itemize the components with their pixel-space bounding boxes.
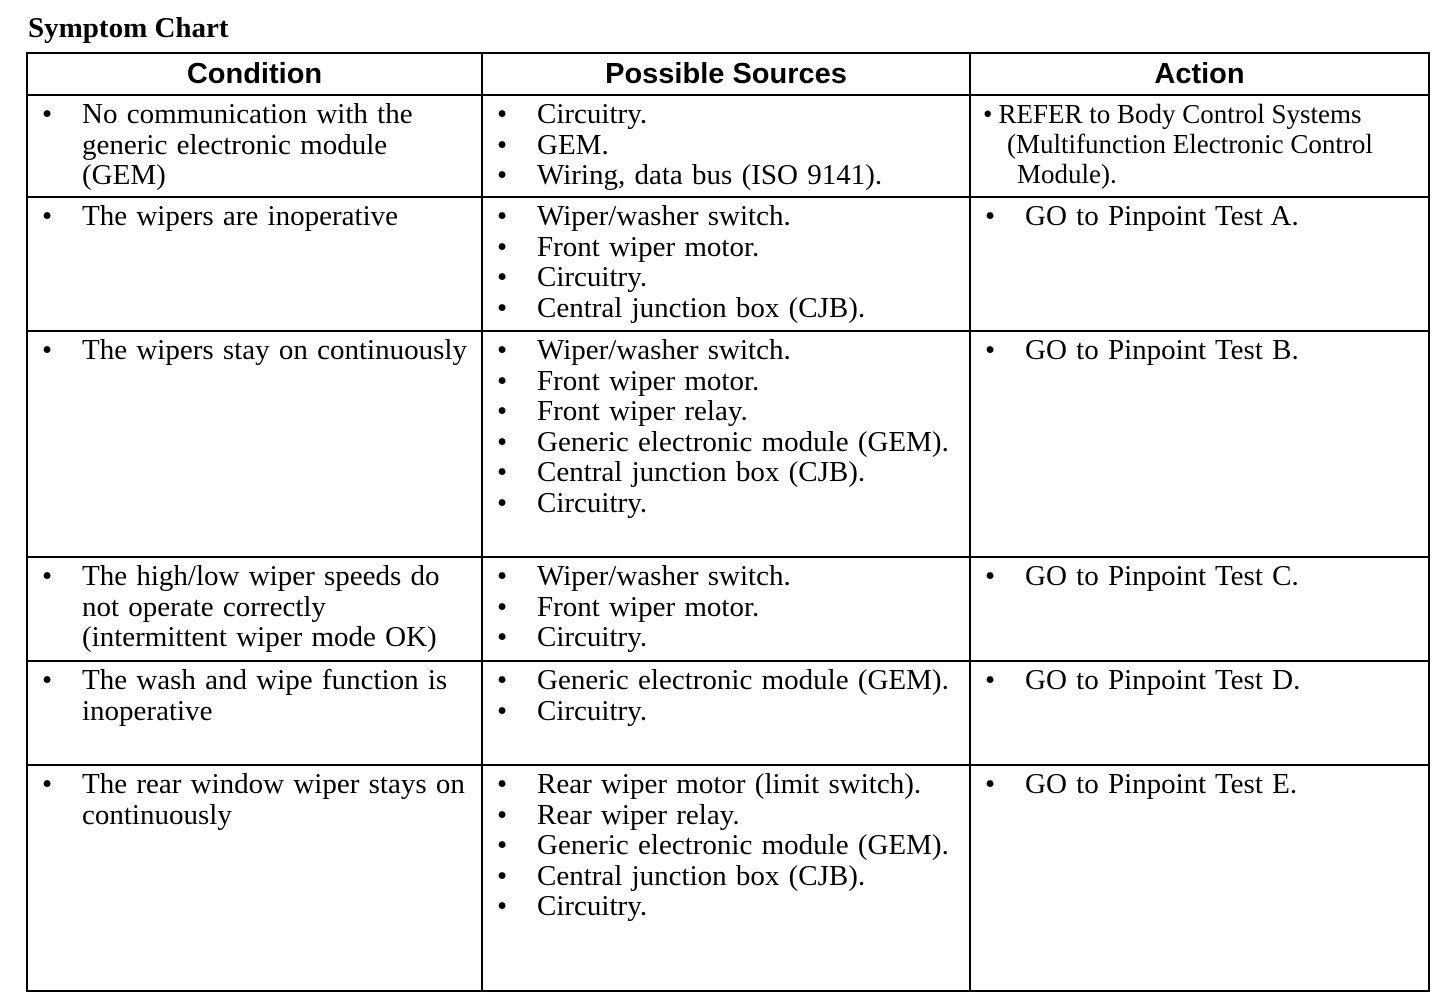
table-row — [27, 331, 1429, 557]
source-text: Wiper/washer switch. — [537, 560, 791, 592]
header-possible-sources: Possible Sources — [482, 53, 970, 95]
bullet-icon: • — [497, 560, 508, 592]
bullet-icon: • — [497, 486, 508, 519]
condition-text: The high/low wiper speeds do not operate correctly (intermittent wiper mode OK) — [82, 560, 440, 654]
bullet-icon: • — [985, 664, 996, 696]
action-text: GO to Pinpoint Test D. — [1025, 664, 1301, 696]
bullet-icon: • — [497, 621, 508, 654]
list-item — [483, 99, 969, 130]
condition-text: The rear window wiper stays on continuously — [82, 768, 465, 831]
bullet-icon: • — [497, 456, 508, 489]
list-item — [483, 665, 969, 696]
list-item — [483, 769, 969, 800]
list-item — [483, 335, 969, 366]
table-row — [27, 557, 1429, 661]
bullet-icon: • — [497, 159, 508, 192]
action-text: GO to Pinpoint Test E. — [1025, 768, 1298, 800]
bullet-icon: • — [497, 768, 508, 800]
bullet-icon: • — [985, 334, 996, 366]
action-cell — [970, 331, 1429, 557]
list-item — [483, 427, 969, 458]
condition-cell — [27, 765, 482, 991]
list-item — [483, 160, 969, 191]
action-line: Module). — [1017, 159, 1117, 189]
list-item — [971, 201, 1428, 232]
page-title: Symptom Chart — [28, 12, 229, 44]
action-text: GO to Pinpoint Test A. — [1025, 200, 1299, 232]
list-item — [483, 201, 969, 232]
condition-text: The wipers are inoperative — [82, 200, 398, 232]
list-item — [483, 396, 969, 427]
list-item — [483, 622, 969, 653]
bullet-icon: • — [497, 694, 508, 727]
source-text: Front wiper motor. — [537, 230, 760, 263]
table-row — [27, 197, 1429, 331]
refer-action — [971, 99, 1428, 189]
table-row — [27, 661, 1429, 765]
bullet-icon: • — [497, 364, 508, 397]
bullet-icon: • — [497, 291, 508, 324]
source-text: Front wiper relay. — [537, 395, 748, 428]
table-header-row — [27, 53, 1429, 95]
condition-cell — [27, 331, 482, 557]
list-item — [483, 130, 969, 161]
source-text: GEM. — [537, 128, 609, 161]
bullet-icon: • — [497, 200, 508, 232]
list-item — [28, 201, 481, 232]
source-text: Circuitry. — [537, 98, 648, 130]
list-item — [28, 335, 481, 366]
table-row — [27, 95, 1429, 197]
bullet-icon: • — [497, 334, 508, 366]
header-condition: Condition — [27, 53, 482, 95]
sources-cell — [482, 765, 970, 991]
source-text: Central junction box (CJB). — [537, 291, 866, 324]
bullet-icon: • — [497, 798, 508, 831]
source-text: Central junction box (CJB). — [537, 859, 866, 892]
bullet-icon: • — [497, 230, 508, 263]
condition-cell — [27, 197, 482, 331]
action-cell — [970, 197, 1429, 331]
list-item — [483, 488, 969, 519]
source-text: Circuitry. — [537, 890, 648, 923]
action-cell — [970, 95, 1429, 197]
condition-text: The wash and wipe function is inoperative — [82, 664, 448, 727]
condition-cell — [27, 95, 482, 197]
bullet-icon: • — [42, 664, 53, 696]
list-item — [483, 696, 969, 727]
condition-text: The wipers stay on continuously — [82, 334, 467, 366]
bullet-icon: • — [42, 200, 53, 232]
list-item — [483, 891, 969, 922]
action-line: REFER to Body Control Systems — [998, 99, 1362, 129]
source-text: Circuitry. — [537, 261, 648, 294]
bullet-icon: • — [497, 829, 508, 862]
source-text: Generic electronic module (GEM). — [537, 425, 949, 458]
bullet-icon: • — [497, 98, 508, 130]
action-cell — [970, 765, 1429, 991]
source-text: Rear wiper motor (limit switch). — [537, 768, 922, 800]
action-text: GO to Pinpoint Test B. — [1025, 334, 1299, 366]
list-item — [483, 592, 969, 623]
list-item — [971, 769, 1428, 800]
list-item — [28, 99, 481, 191]
sources-cell — [482, 331, 970, 557]
bullet-icon: • — [497, 859, 508, 892]
source-text: Front wiper motor. — [537, 364, 760, 397]
source-text: Generic electronic module (GEM). — [537, 829, 949, 862]
bullet-icon: • — [985, 560, 996, 592]
list-item — [28, 769, 481, 830]
header-action: Action — [970, 53, 1429, 95]
bullet-icon: • — [497, 425, 508, 458]
list-item — [28, 665, 481, 726]
bullet-icon: • — [497, 664, 508, 696]
list-item — [971, 561, 1428, 592]
source-text: Wiper/washer switch. — [537, 334, 791, 366]
bullet-icon: • — [42, 768, 53, 800]
list-item — [483, 232, 969, 263]
bullet-icon: • — [497, 395, 508, 428]
source-text: Generic electronic module (GEM). — [537, 664, 949, 696]
bullet-icon: • — [985, 768, 996, 800]
action-cell — [970, 661, 1429, 765]
bullet-icon: • — [42, 98, 53, 130]
table-row — [27, 765, 1429, 991]
list-item — [483, 262, 969, 293]
sources-cell — [482, 661, 970, 765]
list-item — [483, 800, 969, 831]
list-item — [483, 830, 969, 861]
source-text: Circuitry. — [537, 694, 648, 727]
list-item — [971, 335, 1428, 366]
list-item — [483, 366, 969, 397]
bullet-icon: • — [497, 261, 508, 294]
bullet-icon: • — [497, 128, 508, 161]
list-item — [483, 861, 969, 892]
sources-cell — [482, 95, 970, 197]
source-text: Central junction box (CJB). — [537, 456, 866, 489]
bullet-icon: • — [42, 560, 53, 592]
action-cell — [970, 557, 1429, 661]
bullet-icon: • — [497, 890, 508, 923]
list-item — [483, 561, 969, 592]
action-text: GO to Pinpoint Test C. — [1025, 560, 1299, 592]
condition-cell — [27, 557, 482, 661]
symptom-table — [26, 52, 1430, 992]
bullet-icon: • — [983, 99, 993, 129]
condition-text: No communication with the generic electronic module (GEM) — [82, 98, 413, 192]
source-text: Wiring, data bus (ISO 9141). — [537, 159, 883, 192]
sources-cell — [482, 557, 970, 661]
source-text: Circuitry. — [537, 486, 648, 519]
bullet-icon: • — [497, 590, 508, 623]
source-text: Wiper/washer switch. — [537, 200, 791, 232]
condition-cell — [27, 661, 482, 765]
list-item — [971, 665, 1428, 696]
source-text: Rear wiper relay. — [537, 798, 740, 831]
sources-cell — [482, 197, 970, 331]
source-text: Front wiper motor. — [537, 590, 760, 623]
bullet-icon: • — [985, 200, 996, 232]
action-line: (Multifunction Electronic Control — [1007, 129, 1373, 159]
bullet-icon: • — [42, 334, 53, 366]
list-item — [483, 293, 969, 324]
list-item — [28, 561, 481, 653]
list-item — [483, 457, 969, 488]
source-text: Circuitry. — [537, 621, 648, 654]
